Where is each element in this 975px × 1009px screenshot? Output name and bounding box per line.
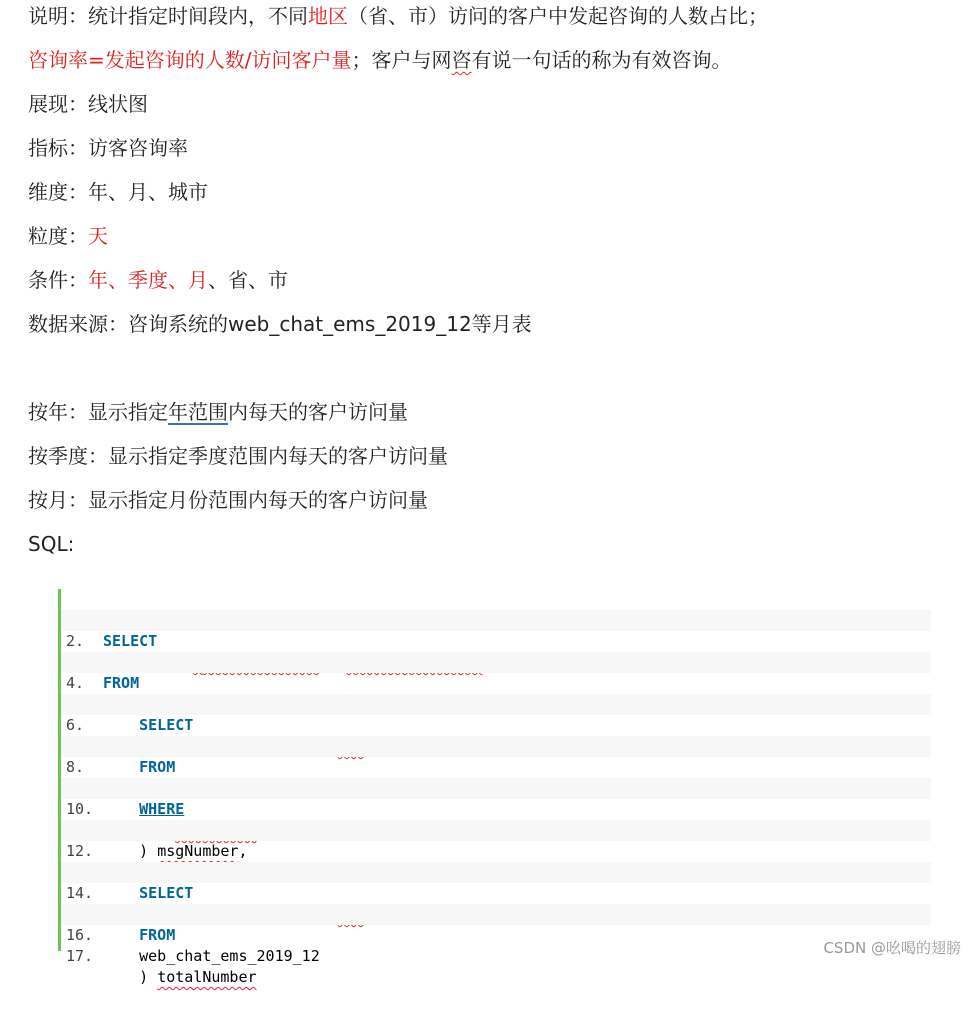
code-line: 16. web_chat_ems_2019_12 — [61, 904, 931, 925]
by-quarter-line: 按季度：显示指定季度范围内每天的客户访问量 — [28, 444, 448, 468]
by-year-line: 按年：显示指定年范围内每天的客户访问量 — [28, 400, 408, 424]
sql-code-block[interactable] — [58, 589, 931, 986]
line-number: 6. — [66, 716, 85, 734]
granularity-highlight: 天 — [88, 224, 108, 248]
description-line: 说明：统计指定时间段内，不同地区（省、市）访问的客户中发起咨询的人数占比； — [28, 4, 768, 28]
line-number: 16. — [66, 926, 94, 944]
sql-label: SQL: — [28, 532, 75, 556]
formula-highlight: 咨询率=发起咨询的人数/访问客户量 — [28, 48, 352, 72]
code-line: SELECT — [61, 673, 931, 694]
display-line: 展现：线状图 — [28, 92, 148, 116]
code-line: FROM — [61, 631, 931, 652]
line-number: 8. — [66, 758, 85, 776]
code-line: FROM — [61, 715, 931, 736]
spellcheck-word: 咨 — [451, 48, 472, 72]
line-number: 2. — [66, 632, 85, 650]
dimension-line: 维度：年、月、城市 — [28, 180, 208, 204]
csdn-watermark: CSDN @吆喝的翅膀 — [823, 939, 961, 957]
code-line: SELECT — [61, 841, 931, 862]
code-line: ) msgNumber, — [61, 799, 931, 820]
metric-line: 指标：访客咨询率 — [28, 136, 188, 160]
line-number: 4. — [66, 674, 85, 692]
code-line: SELECT — [61, 589, 931, 610]
condition-line: 条件：年、季度、月、省、市 — [28, 268, 288, 292]
code-line: WHERE — [61, 757, 931, 778]
condition-highlight: 年、季度、月 — [88, 268, 208, 292]
code-line: FROM — [61, 883, 931, 904]
line-number: 12. — [66, 842, 94, 860]
formula-line: 咨询率=发起咨询的人数/访问客户量；客户与网咨有说一句话的称为有效咨询。 — [28, 48, 732, 72]
data-source-line: 数据来源：咨询系统的web_chat_ems_2019_12等月表 — [28, 312, 532, 336]
line-number: 10. — [66, 800, 94, 818]
code-line: 17. ) totalNumber — [66, 947, 257, 986]
year-range-link[interactable]: 年范围 — [168, 400, 228, 424]
by-month-line: 按月：显示指定月份范围内每天的客户访问量 — [28, 488, 428, 512]
region-highlight: 地区 — [308, 4, 348, 28]
line-number: 17. — [66, 947, 94, 965]
line-number: 14. — [66, 884, 94, 902]
granularity-line: 粒度：天 — [28, 224, 108, 248]
